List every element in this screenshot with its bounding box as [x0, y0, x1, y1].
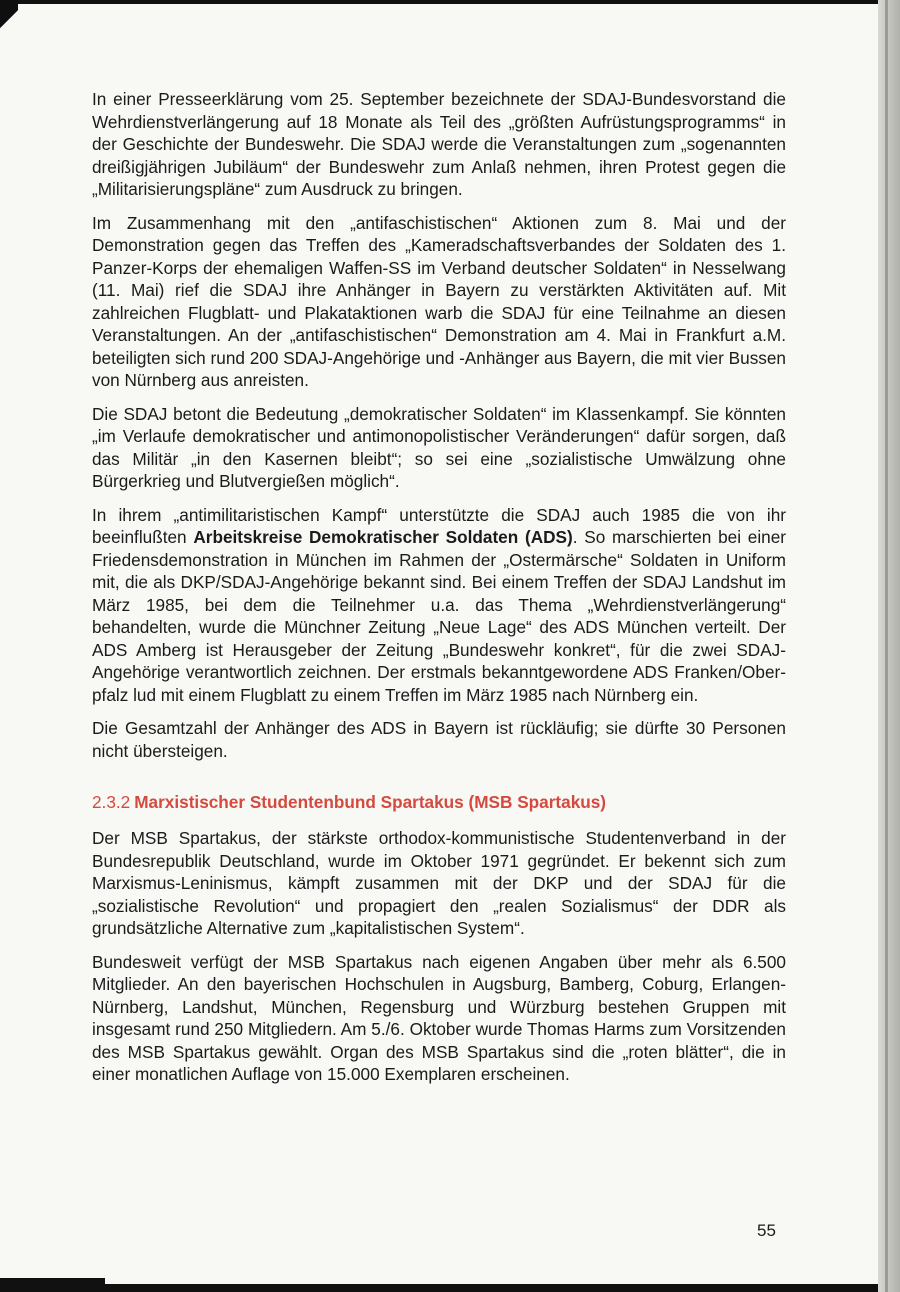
right-page-edge — [878, 0, 900, 1292]
paragraph-antifaschistische-aktionen: Im Zusammenhang mit den „antifaschistischen“ Aktionen zum 8. Mai und der Demonstration gegen das Treffen des „Kameradschaftsverbandes der Soldaten des 1. Panzer-Korps der ehemaligen Waffen-SS im Verband deutscher Soldaten“ in Nesselwang (11. Mai) rief die SDAJ ihre Anhänger in Bayern zu verstärkten Aktivitäten auf. Mit zahlreichen Flugblatt- und Plakataktionen warb die SDAJ für eine Teilnahme an diesen Veranstaltungen. An der „antifaschistischen“ Demonstration am 4. Mai in Frankfurt a.M. beteiligten sich rund 200 SDAJ-Angehörige und -Anhänger aus Bayern, die mit vier Bussen von Nürnberg aus anreisten. — [92, 212, 786, 390]
paragraph-ads-before-bold: In ihrem „antimilitaristischen Kampf“ unterstützte die SDAJ auch 1985 die von ihr beeinflußten — [92, 504, 786, 547]
top-left-scan-corner — [0, 0, 18, 44]
document-text-column — [92, 88, 786, 1097]
paragraph-ads-bold-term: Arbeitskreise Demokratischer Soldaten (ADS) — [193, 527, 573, 547]
paragraph-presseerklaerung: In einer Presseerklärung vom 25. September bezeichnete der SDAJ-Bundesvorstand die Wehrdienstverlängerung auf 18 Monate als Teil des „größten Aufrüstungsprogramms“ in der Geschichte der Bundeswehr. Die SDAJ werde die Veranstaltungen zum „sogenannten dreißigjährigen Jubiläum“ der Bundeswehr zum Anlaß nehmen, ihren Protest gegen die „Militarisierungspläne“ zum Ausdruck zu bringen. — [92, 89, 786, 199]
paragraph-ads-gesamtzahl: Die Gesamtzahl der Anhänger des ADS in Bayern ist rückläufig; sie dürfte 30 Personen nicht übersteigen. — [92, 718, 786, 761]
right-page-shadow — [885, 0, 888, 1292]
bottom-scan-edge — [0, 1284, 878, 1292]
section-title: Marxistischer Studentenbund Spartakus (MSB Spartakus) — [134, 792, 607, 812]
page-number: 55 — [757, 1221, 776, 1240]
paragraph-demokratische-soldaten: Die SDAJ betont die Bedeutung „demokratischer Soldaten“ im Klassenkampf. Sie könnten „im Verlaufe demokratischer und antimonopolistischer Veränderungen“ dafür sorgen, daß das Militär „in den Kasernen bleibt“; so sei eine „sozialistische Umwälzung ohne Bürgerkrieg und Blutvergießen möglich“. — [92, 403, 786, 491]
section-number: 2.3.2 — [92, 792, 131, 812]
top-scan-edge — [0, 0, 878, 4]
paragraph-ads-after-bold: . So marschierten bei einer Friedensdemonstration in München im Rahmen der „Ostermärsche“ Soldaten in Uniform mit, die als DKP/SDAJ-Angehörige bekannt sind. Bei einem Treffen der SDAJ Landshut im März 1985, bei dem die Teilnehmer u.a. das Thema „Wehrdienstverlängerung“ behandelten, wurde die Münchner Zeitung „Neue Lage“ des ADS München verteilt. Der ADS Amberg ist Herausgeber der Zeitung „Bundeswehr konkret“, für die zwei SDAJ-Angehörige verantwortlich zeichnen. Der erstmals bekanntgewordene ADS Franken/Oberpfalz lud mit einem Flugblatt zu einem Treffen im März 1985 nach Nürnberg ein. — [92, 527, 786, 705]
section-heading-msb-spartakus — [92, 791, 786, 813]
paragraph-msb-spartakus-overview: Der MSB Spartakus, der stärkste orthodox-kommunistische Studentenverband in der Bundesrepublik Deutschland, wurde im Oktober 1971 gegründet. Er bekennt sich zum Marxismus-Leninismus, kämpft zusammen mit der DKP und der SDAJ für die „sozialistische Revolution“ und propagiert den „realen Sozialismus“ der DDR als grundsätzliche Alternative zum „kapitalistischen System“. — [92, 828, 786, 938]
paragraph-msb-spartakus-members: Bundesweit verfügt der MSB Spartakus nach eigenen Angaben über mehr als 6.500 Mitglieder. An den bayerischen Hochschulen in Augsburg, Bamberg, Coburg, Erlangen-Nürnberg, Landshut, München, Regensburg und Würzburg bestehen Gruppen mit insgesamt rund 250 Mitgliedern. Am 5./6. Oktober wurde Thomas Harms zum Vorsitzenden des MSB Spartakus gewählt. Organ des MSB Spartakus sind die „roten blätter“, die in einer monatlichen Auflage von 15.000 Exemplaren erscheinen. — [92, 951, 786, 1084]
paragraph-ads — [92, 504, 786, 707]
bottom-left-scan-mark — [0, 1278, 105, 1292]
